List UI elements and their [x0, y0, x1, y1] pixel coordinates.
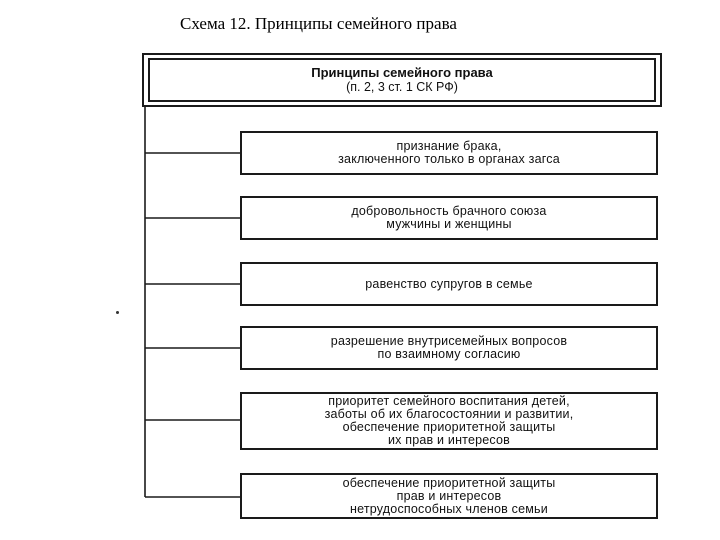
principle-label: обеспечение приоритетной защиты прав и интересов нетрудоспособных членов семьи: [342, 475, 556, 516]
principle-label: разрешение внутрисемейных вопросов по взаимному согласию: [330, 334, 568, 361]
principle-box-marriage-registration: [240, 131, 658, 175]
principle-box-mutual-consent: [240, 326, 658, 370]
principle-box-child-priority: [240, 392, 658, 450]
page-title: Схема 12. Принципы семейного права: [180, 14, 457, 33]
principle-label: равенство супругов в семье: [365, 276, 533, 291]
principle-box-voluntary-union: [240, 196, 658, 240]
principle-label: добровольность брачного союза мужчины и женщины: [351, 204, 547, 231]
header-title: Принципы семейного права: [311, 65, 493, 80]
principle-box-spousal-equality: [240, 262, 658, 306]
stray-dot: [116, 311, 119, 314]
principle-label: приоритет семейного воспитания детей, заботы об их благосостоянии и развитии, обеспечение приоритетной защиты их прав и интересов: [324, 394, 574, 447]
header-box: [148, 58, 656, 102]
header-subtitle: (п. 2, 3 ст. 1 СК РФ): [346, 80, 458, 94]
principle-label: признание брака, заключенного только в органах загса: [338, 139, 560, 166]
principle-box-disabled-members: [240, 473, 658, 519]
